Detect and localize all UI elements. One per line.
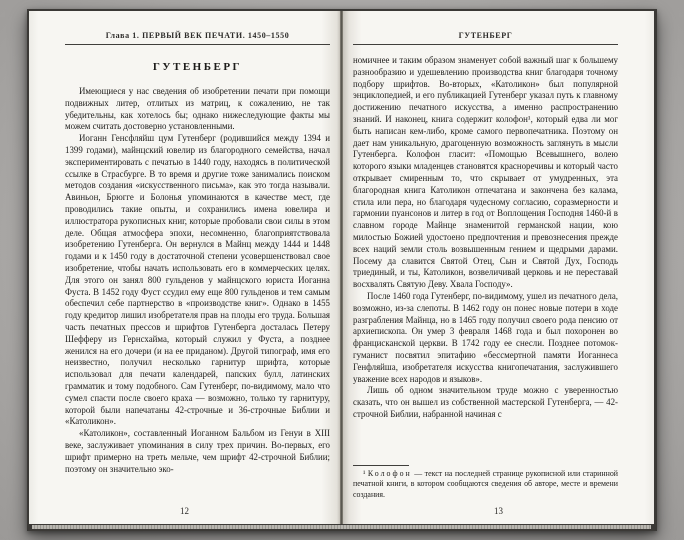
paragraph: Иоганн Генсфляйш цум Гутенберг (родившийся между 1394 и 1399 годами), майнцский ювелир из благородного семейства, начал экспериментировать с печатью в 1440 году, находясь в политической ссылке в Страсбурге. В то время и другие тоже занимались поиском методов создания «искусственного письма», как это тогда называли. Авиньон, Брюгге и Болонья упоминаются в качестве мест, где проводились такие опыты, и сохранились имена ювелира и иллюстратора рукописных книг, которые пробовали свои силы в этом деле. Общая атмосфера эпохи, несомненно, благоприятствовала изобретению Гутенберга. Он вернулся в Майнц между 1444 и 1448 годами и к 1450 году в достаточной степени усовершенствовал свое изобретение, чтобы начать использовать его в коммерческих целях. Для этого он занял 800 гульденов у майнцского юриста Иоганна Фуста. В 1452 году Фуст ссудил ему еще 800 гульденов и тем самым обеспечил себе партнерство в «производстве книг». Однако в 1455 году кредитор лишил изобретателя прав на плоды его труда. Большая часть печатных прессов и шрифтов Гутенберга досталась Петеру Шефферу из Гернсхайма, который служил у Фуста, а позднее женился на его дочери (и на ее приданом). Другой типограф, имя его неизвестно, получил несколько гарнитур шрифта, которые использовал для печати календарей, папских булл, латинских грамматик и тому подобного. Сам Гутенберг, по-видимому, мало что сумел спасти после своего краха — возможно, только ту гарнитуру, которой были напечатаны 42-строчные и 36-строчные Библии и «Католикон».	[65, 133, 330, 427]
footnote	[353, 469, 618, 500]
running-head-right: ГУТЕНБЕРГ	[458, 31, 513, 40]
paragraph: Имеющиеся у нас сведения об изобретении печати при помощи подвижных литер, отлитых из матриц, к сожалению, не так убедительны, как хотелось бы; однако нижеследующие факты мы можем считать достоверно установленными.	[65, 86, 330, 132]
page-number-left: 12	[180, 506, 189, 516]
footnote-marker: ¹	[363, 468, 366, 478]
paragraph: «Католикон», составленный Иоганном Бальбом из Генуи в XIII веке, заслуживает упоминания в силу трех причин. Во-первых, его шрифт примерно на треть мельче, чем шрифт 42-строчной Библии; поэтому он значительно эко-	[65, 428, 330, 474]
footnote-term: Колофон	[367, 468, 412, 478]
paragraph: После 1460 года Гутенберг, по-видимому, ушел из печатного дела, возможно, из-за слепоты. В 1462 году он понес новые потери в ходе разграбления Майнца, но в 1465 году получил своего рода пенсию от архиепископа. Он умер 3 февраля 1468 года и был похоронен во францисканской церкви. В 1742 году ее снесли. Позднее потомок-гуманист посвятил эпитафию «бессмертной памяти Иоганнеса Генфляйша, изобретателя искусства книгопечатания, заслужившего уважение всех народов и языков».	[353, 290, 618, 384]
pages	[29, 11, 654, 524]
page-left	[29, 11, 340, 524]
footnote-rule	[353, 465, 409, 466]
page-right	[343, 11, 654, 524]
chapter-title: ГУТЕНБЕРГ	[152, 61, 243, 73]
head-rule-right	[353, 44, 618, 45]
book	[27, 9, 657, 531]
body-text-left	[65, 86, 330, 475]
footnote-block	[353, 465, 618, 500]
head-rule-left	[65, 44, 330, 45]
body-text-right	[353, 55, 618, 421]
footnote-text: — текст на последней странице рукописной или старинной печатной книги, в котором сообщаются сведения об авторе, месте и времени создания.	[353, 468, 618, 499]
page-number-right: 13	[494, 506, 503, 516]
paragraph: номичнее и таким образом знаменует собой важный шаг к большему разнообразию и удешевлению производства книг благодаря точному подбору шрифтов. Во-вторых, «Католикон» был популярной энциклопедией, и его публикацией Гутенберг указал путь к главному достижению печатного искусства, а именно распространению знаний. И наконец, книга содержит колофон¹, который едва ли мог быть написан кем-либо, кроме самого первопечатника. Поэтому он дает нам уникальную, драгоценную возможность заглянуть в мысли Гутенберга. Колофон гласит: «Помощью Всевышнего, волею которого языки младенцев становятся красноречивы и который часто открывает смиренным то, что скрывает от умудренных, эта благородная книга Католикон отпечатана и закончена без калама, стила или пера, но благодаря чудесному согласию, соразмерности и гармонии пуансонов и литер в год от Воплощения Господня 1460-й в славном городе Майнце знаменитой германской нации, кою милостью Божией удостоено предпочтения и превознесения прежде всех наций земли столь возвышенным гением и щедрыми дарами. Посему да славится Святой Отец, Сын и Святой Дух, Господь триединый, и ты, Католикон, возвеличивай церковь и не переставай восхвалять Святую Деву. Хвала Господу».	[353, 55, 618, 290]
running-head-left: Глава 1. ПЕРВЫЙ ВЕК ПЕЧАТИ. 1450–1550	[105, 31, 290, 40]
paragraph: Лишь об одном значительном труде можно с уверенностью сказать, что он вышел из собственной мастерской Гутенберга, — 42-строчной Библии, набранной начиная с	[353, 385, 618, 419]
